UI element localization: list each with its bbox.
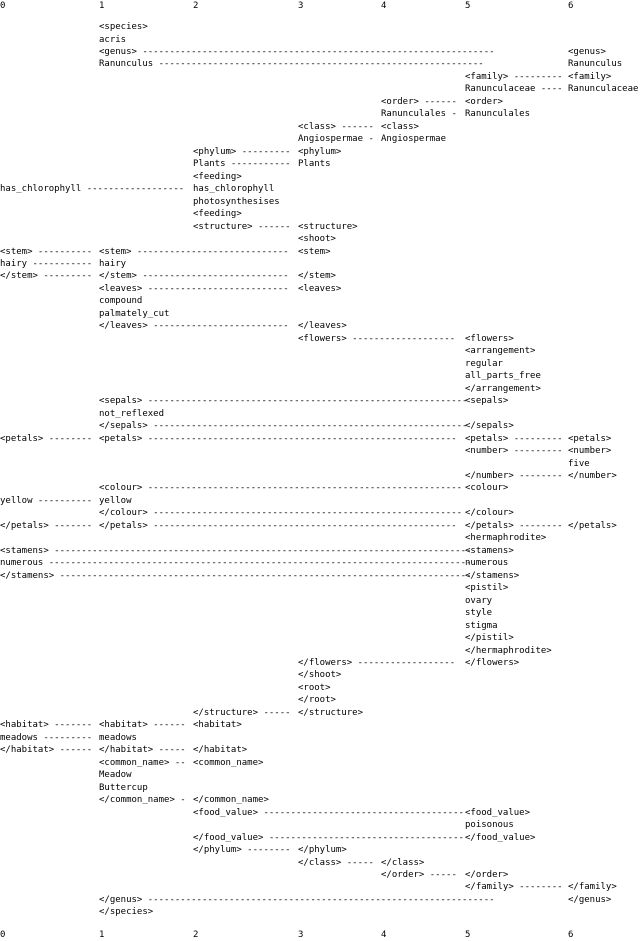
tree-node-col5: </arrangement> xyxy=(465,383,541,394)
tree-node-col3: </flowers> ------------------ xyxy=(298,658,461,668)
tree-node-col3: Angiospermae - xyxy=(298,134,380,145)
tree-node-col2: <feeding> xyxy=(193,171,242,182)
tree-node-col1: </stem> --------------------------- xyxy=(99,271,295,282)
tree-node-col6: </family> xyxy=(568,882,617,893)
tree-node-col0: </petals> ------- xyxy=(0,520,98,531)
tree-node-col4: </order> ----- xyxy=(381,870,463,880)
tree-node-col2: Plants ----------- xyxy=(193,159,296,170)
tree-node-col6: </petals> xyxy=(568,520,617,531)
column-number-bottom-4: 4 xyxy=(381,930,387,940)
tree-node-col5: </hermaphrodite> xyxy=(465,645,552,656)
tree-node-col3: </class> ----- xyxy=(298,857,380,868)
tree-node-col4: </class> xyxy=(381,857,425,868)
tree-node-col5: numerous xyxy=(465,558,509,569)
tree-node-col4: Ranunculales - xyxy=(381,109,463,120)
tree-node-col1: palmately_cut xyxy=(99,308,170,319)
tree-node-col5: <flowers> xyxy=(465,333,514,344)
tree-node-col2: <common_name> xyxy=(193,757,264,768)
column-number-top-0: 0 xyxy=(0,1,6,11)
tree-node-col1: </species> xyxy=(99,907,154,918)
tree-node-col5: </petals> -------- xyxy=(465,520,568,531)
tree-node-col2: </phylum> -------- xyxy=(193,845,296,855)
tree-node-col3: </shoot> xyxy=(298,670,342,681)
tree-node-col4: <class> xyxy=(381,121,419,132)
tree-node-col3: </root> xyxy=(298,695,336,706)
tree-node-col0: </stamens> ---------------------------------------------------------------------------- xyxy=(0,570,472,581)
tree-node-col5: Ranunculaceae ---- xyxy=(465,84,568,95)
tree-node-col5: <family> --------- xyxy=(465,71,568,82)
tree-node-col3: </leaves> xyxy=(298,321,347,332)
tree-node-col1: <stem> ---------------------------- xyxy=(99,246,295,257)
tree-node-col3: <class> ------ xyxy=(298,121,380,132)
column-number-top-4: 4 xyxy=(381,1,387,11)
tree-node-col2: <structure> ------ xyxy=(193,221,296,232)
tree-node-col5: <stamens> xyxy=(465,545,514,556)
tree-node-col1: compound xyxy=(99,296,143,307)
tree-node-col6: <family> xyxy=(568,71,612,82)
tree-node-col0: <habitat> ------- xyxy=(0,720,98,731)
tree-node-col2: <phylum> --------- xyxy=(193,146,296,157)
column-number-top-6: 6 xyxy=(568,1,574,11)
tree-node-col2: <feeding> xyxy=(193,209,242,220)
tree-node-col2: photosynthesises xyxy=(193,196,280,207)
tree-node-col5: </family> -------- xyxy=(465,882,568,893)
tree-node-col0: </habitat> ------ xyxy=(0,745,98,756)
tree-node-col2: </food_value> ------------------------------------ xyxy=(193,832,470,843)
tree-node-col5: </flowers> xyxy=(465,658,520,668)
column-number-bottom-3: 3 xyxy=(298,930,304,940)
tree-node-col2: <habitat> xyxy=(193,720,242,731)
tree-node-col1: yellow xyxy=(99,495,132,506)
tree-node-col1: meadows xyxy=(99,732,137,743)
tree-node-col1: <petals> --------------------------------------------------------- xyxy=(99,433,457,444)
tree-node-col5: poisonous xyxy=(465,820,514,831)
tree-node-col6: <number> xyxy=(568,446,612,456)
tree-node-col1: Meadow xyxy=(99,770,132,781)
tree-node-col1: Buttercup xyxy=(99,782,148,793)
tree-node-col1: <common_name> -- xyxy=(99,757,192,768)
tree-node-col4: <order> ------ xyxy=(381,96,463,107)
tree-node-col5: <sepals> xyxy=(465,396,509,407)
column-number-top-5: 5 xyxy=(465,1,471,11)
tree-node-col2: <food_value> ------------------------------------- xyxy=(193,807,470,818)
tree-node-col1: acris xyxy=(99,34,127,45)
tree-node-col5: <number> --------- xyxy=(465,446,568,456)
tree-node-col5: all_parts_free xyxy=(465,371,541,382)
tree-node-col5: regular xyxy=(465,358,503,369)
tree-node-col4: Angiospermae xyxy=(381,134,447,145)
tree-node-col5: <hermaphrodite> xyxy=(465,533,547,544)
tree-node-col6: <genus> xyxy=(568,46,606,57)
tree-node-col1: </petals> -------------------------------------------------------- xyxy=(99,520,457,531)
tree-node-col3: </stem> xyxy=(298,271,336,282)
tree-node-col3: Plants xyxy=(298,159,331,170)
column-number-top-2: 2 xyxy=(193,1,199,11)
tree-node-col2: </common_name> xyxy=(193,795,269,806)
tree-node-col1: </colour> --------------------------------------------------------- xyxy=(99,508,463,519)
tree-node-col3: <stem> xyxy=(298,246,331,257)
tree-node-col0: <stamens> ----------------------------------------------------------------------------- xyxy=(0,545,472,556)
tree-node-col5: </number> -------- xyxy=(465,470,568,481)
column-number-top-3: 3 xyxy=(298,1,304,11)
tree-node-col1: <leaves> -------------------------- xyxy=(99,283,295,294)
tree-node-col1: </leaves> ------------------------- xyxy=(99,321,295,332)
tree-node-col6: five xyxy=(568,458,590,469)
tree-node-col0: numerous ------------------------------------------------------------------------------ xyxy=(0,558,472,569)
tree-node-col3: <phylum> xyxy=(298,146,342,157)
tree-node-col5: stigma xyxy=(465,620,498,631)
tree-node-col1: </genus> ---------------------------------------------------------------- xyxy=(99,894,495,905)
tree-node-col5: </colour> xyxy=(465,508,514,519)
tree-node-col0: </stem> --------- xyxy=(0,271,98,282)
column-number-bottom-5: 5 xyxy=(465,930,471,940)
tree-node-col6: <petals> xyxy=(568,433,612,444)
tree-node-col0: meadows --------- xyxy=(0,732,98,743)
tree-node-col5: </sepals> xyxy=(465,421,514,431)
tree-node-col6: Ranunculaceae xyxy=(568,84,639,95)
tree-node-col1: </sepals> ---------------------------------------------------------- xyxy=(99,421,468,431)
tree-node-col3: <structure> xyxy=(298,221,358,232)
tree-node-col1: Ranunculus ------------------------------------------------------------ xyxy=(99,59,484,70)
tree-node-col1: <sepals> ----------------------------------------------------------- xyxy=(99,396,468,407)
tree-node-col5: <order> xyxy=(465,96,503,107)
tree-node-col1: not_reflexed xyxy=(99,408,165,419)
tree-node-col5: </pistil> xyxy=(465,633,514,643)
tree-node-col5: <petals> --------- xyxy=(465,433,568,444)
tree-node-col6: </number> xyxy=(568,470,617,481)
tree-node-col1: <genus> ----------------------------------------------------------------- xyxy=(99,46,495,57)
tree-node-col5: style xyxy=(465,608,493,619)
tree-node-col5: </food_value> xyxy=(465,832,536,843)
tree-node-col1: </habitat> ----- xyxy=(99,745,192,756)
tree-node-col0: <stem> ---------- xyxy=(0,246,98,257)
tree-node-col5: Ranunculales xyxy=(465,109,531,120)
tree-node-col6: Ranunculus xyxy=(568,59,623,70)
tree-node-col2: has_chlorophyll xyxy=(193,184,275,195)
tree-node-col3: <root> xyxy=(298,682,331,693)
tree-node-col3: </phylum> xyxy=(298,845,347,855)
tree-node-col5: ovary xyxy=(465,595,493,606)
tree-node-col1: <species> xyxy=(99,22,148,32)
tree-node-col5: <pistil> xyxy=(465,583,509,594)
tree-node-col2: </habitat> xyxy=(193,745,248,756)
tree-node-col3: <leaves> xyxy=(298,283,342,294)
column-number-bottom-6: 6 xyxy=(568,930,574,940)
tree-node-col5: </stamens> xyxy=(465,570,520,581)
tree-node-col3: </structure> xyxy=(298,707,364,718)
column-number-bottom-0: 0 xyxy=(0,930,6,940)
tree-node-col3: <shoot> xyxy=(298,234,336,244)
tree-node-col5: <colour> xyxy=(465,483,509,494)
tree-node-col3: <flowers> ------------------- xyxy=(298,333,461,344)
tree-node-col1: <colour> ---------------------------------------------------------- xyxy=(99,483,463,494)
tree-node-col5: <arrangement> xyxy=(465,346,536,357)
column-number-top-1: 1 xyxy=(99,1,105,11)
tree-node-col5: <food_value> xyxy=(465,807,531,818)
tree-node-col0: yellow ---------- xyxy=(0,495,98,506)
tree-node-col1: hairy xyxy=(99,258,127,269)
tree-node-col5: </order> xyxy=(465,870,509,880)
tree-node-col2: </structure> ----- xyxy=(193,707,296,718)
tree-node-col0: hairy ----------- xyxy=(0,258,98,269)
tree-node-col0: has_chlorophyll ------------------ xyxy=(0,184,190,195)
column-number-bottom-1: 1 xyxy=(99,930,105,940)
tree-node-col1: </common_name> - xyxy=(99,795,192,806)
column-number-bottom-2: 2 xyxy=(193,930,199,940)
tree-node-col0: <petals> -------- xyxy=(0,433,98,444)
tree-node-col6: </genus> xyxy=(568,894,612,905)
tree-node-col1: <habitat> ------ xyxy=(99,720,192,731)
